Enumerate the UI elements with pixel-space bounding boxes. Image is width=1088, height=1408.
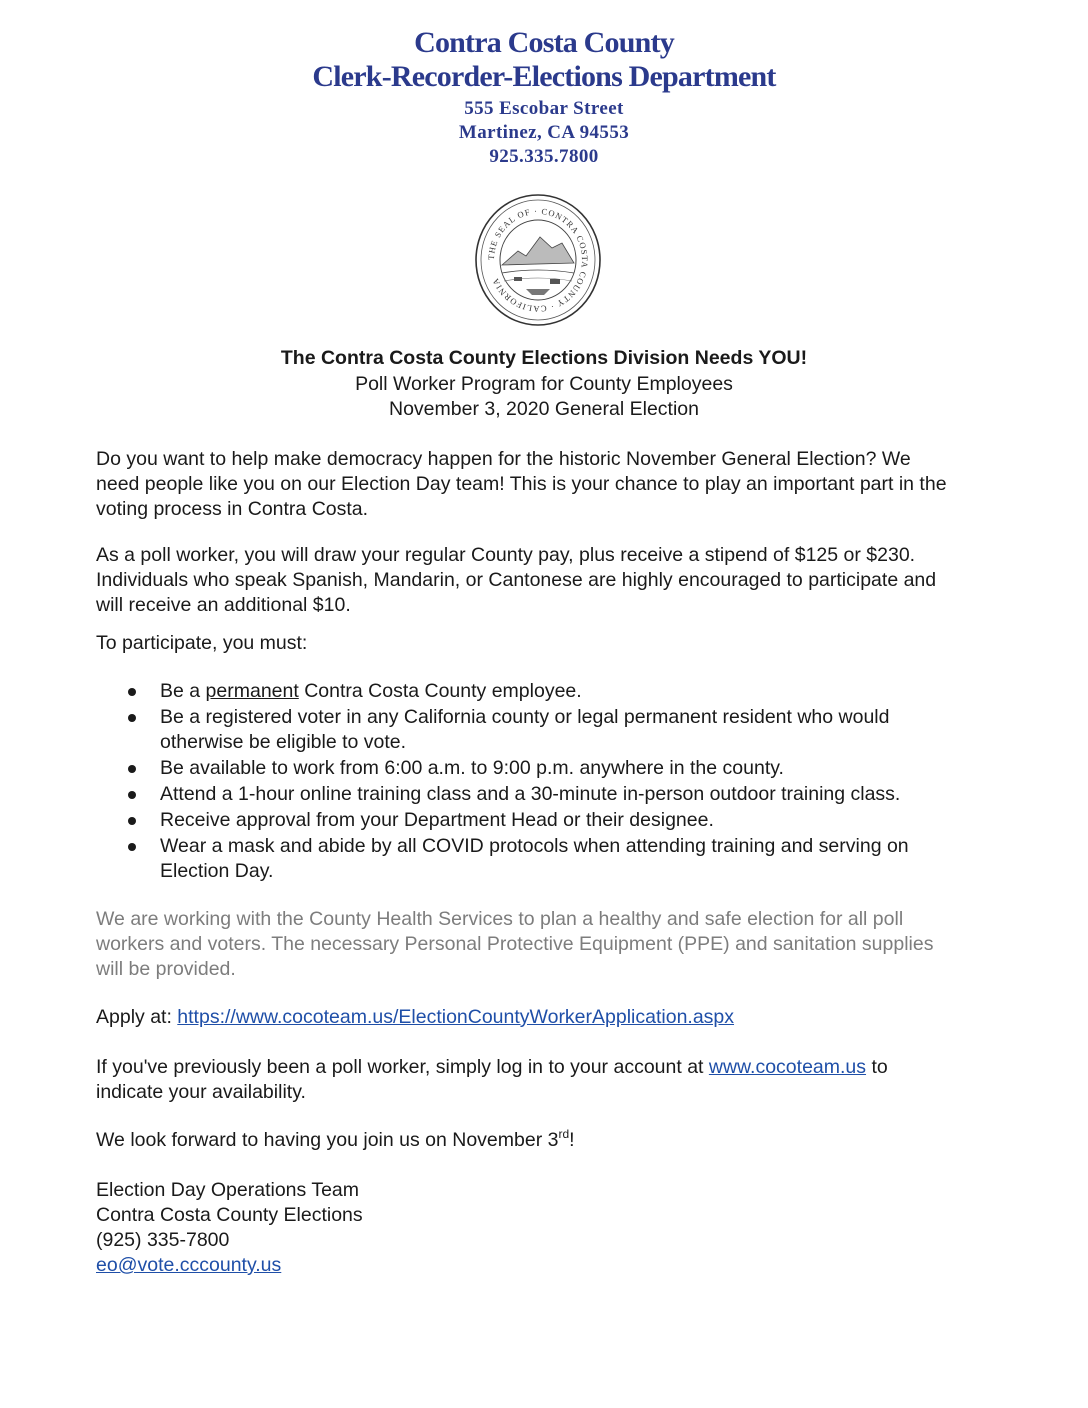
bullet-icon (128, 765, 136, 773)
health-line: workers and voters. The necessary Personal Protective Equipment (PPE) and sanitation supplies (96, 933, 934, 955)
requirement-item: Receive approval from your Department Head or their designee. (160, 809, 714, 831)
health-line: We are working with the County Health Services to plan a healthy and safe election for all poll (96, 908, 904, 930)
pay-line: Individuals who speak Spanish, Mandarin, or Cantonese are highly encouraged to participate and (96, 569, 937, 591)
notice-title: The Contra Costa County Elections Division Needs YOU! (280, 347, 808, 369)
intro-line: voting process in Contra Costa. (96, 498, 369, 520)
requirement-item (160, 679, 582, 704)
previous-worker-suffix: to (866, 1056, 888, 1078)
letterhead-county: Contra Costa County (414, 26, 674, 59)
letterhead-department: Clerk-Recorder-Elections Department (312, 60, 776, 93)
letterhead-address: 555 Escobar Street (464, 98, 624, 119)
requirement-item: Be available to work from 6:00 a.m. to 9:00 p.m. anywhere in the county. (160, 757, 784, 779)
letterhead-phone: 925.335.7800 (489, 146, 599, 167)
closing-line (96, 1128, 575, 1153)
county-seal-icon (474, 193, 602, 327)
notice-subtitle: Poll Worker Program for County Employees (355, 373, 733, 395)
previous-worker-line: indicate your availability. (96, 1081, 306, 1103)
closing-superscript: rd (558, 1127, 570, 1141)
requirement-item: Wear a mask and abide by all COVID protocols when attending training and serving on (160, 835, 909, 857)
apply-line (96, 1005, 734, 1030)
pay-line: As a poll worker, you will draw your regular County pay, plus receive a stipend of $125 or $230. (96, 544, 916, 566)
requirement-emphasis: permanent (205, 680, 299, 702)
intro-line: need people like you on our Election Day team! This is your chance to play an important part in the (96, 473, 947, 495)
intro-line: Do you want to help make democracy happen for the historic November General Election? We (96, 448, 911, 470)
signature-phone: (925) 335-7800 (96, 1229, 230, 1251)
requirements-intro: To participate, you must: (96, 632, 308, 654)
application-link[interactable]: https://www.cocoteam.us/ElectionCountyWorkerApplication.aspx (177, 1006, 735, 1028)
bullet-icon (128, 688, 136, 696)
closing-prefix: We look forward to having you join us on November 3 (96, 1129, 559, 1151)
bullet-icon (128, 817, 136, 825)
previous-worker-prefix: If you've previously been a poll worker, simply log in to your account at (96, 1056, 709, 1078)
bullet-icon (128, 791, 136, 799)
closing-suffix: ! (569, 1129, 575, 1151)
requirement-item: Be a registered voter in any California county or legal permanent resident who would (160, 706, 890, 728)
previous-worker-line (96, 1055, 888, 1080)
bullet-icon (128, 714, 136, 722)
bullet-icon (128, 843, 136, 851)
seal-text: THE SEAL OF · CONTRA COSTA COUNTY · CALIFORNIA (485, 205, 591, 315)
account-link[interactable]: www.cocoteam.us (708, 1056, 867, 1078)
notice-date: November 3, 2020 General Election (388, 398, 699, 420)
requirement-item-continued: Election Day. (160, 860, 274, 882)
signature-email-link[interactable]: eo@vote.cccounty.us (96, 1254, 282, 1276)
requirement-item-prefix: Be a (160, 680, 206, 702)
health-line: will be provided. (96, 958, 236, 980)
letterhead-city: Martinez, CA 94553 (458, 122, 630, 143)
signature-org: Contra Costa County Elections (96, 1204, 363, 1226)
requirement-item-continued: otherwise be eligible to vote. (160, 731, 407, 753)
requirement-item: Attend a 1-hour online training class and a 30-minute in-person outdoor training class. (160, 783, 901, 805)
apply-label: Apply at: (96, 1006, 178, 1028)
pay-line: will receive an additional $10. (96, 594, 351, 616)
signature-team: Election Day Operations Team (96, 1179, 360, 1201)
requirement-item-suffix: Contra Costa County employee. (298, 680, 582, 702)
